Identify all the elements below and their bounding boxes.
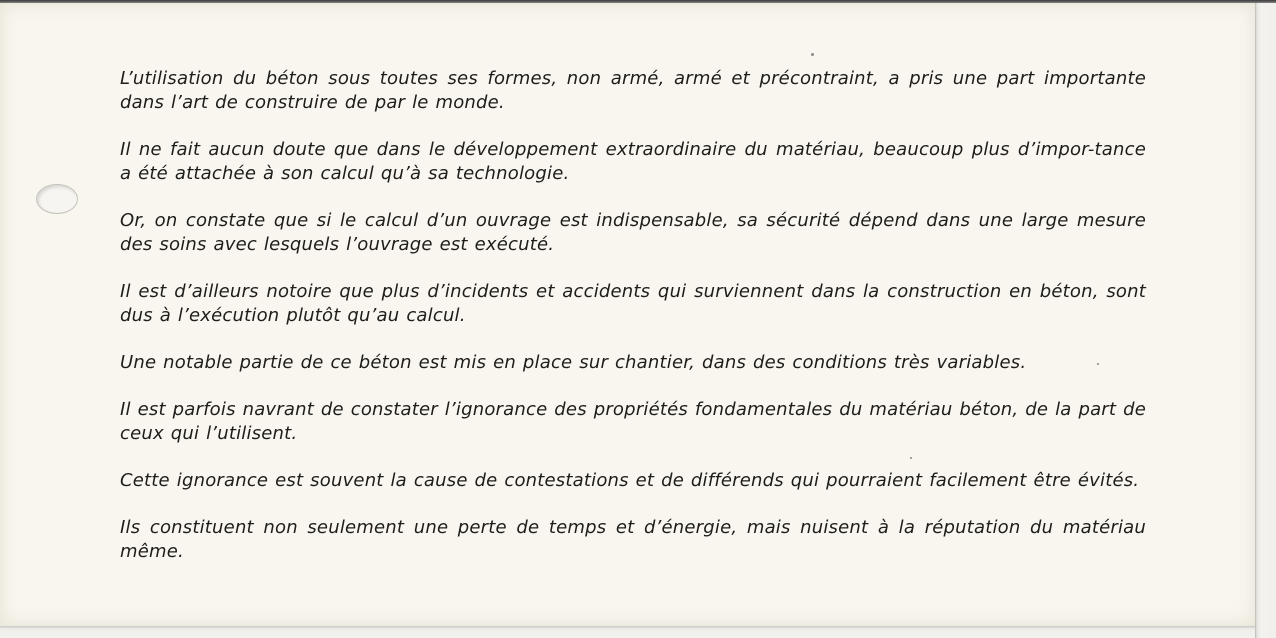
scanned-page <box>0 3 1255 626</box>
paper-speck <box>1097 363 1099 365</box>
paragraph-2: Il ne fait aucun doute que dans le développement extraordinaire du matériau, beaucoup plus d’impor-tance a été attachée à son calcul qu’à sa technologie. <box>120 139 1146 184</box>
scan-bottom-margin <box>0 626 1255 638</box>
paragraph-1: L’utilisation du béton sous toutes ses formes, non armé, armé et précontraint, a pris une part importante dans l’art de construire de par le monde. <box>120 68 1146 113</box>
paragraph-7: Cette ignorance est souvent la cause de contestations et de différends qui pourraient facilement être évités. <box>120 470 1140 491</box>
paragraph-3: Or, on constate que si le calcul d’un ouvrage est indispensable, sa sécurité dépend dans une large mesure des soins avec lesquels l’ouvrage est exécuté. <box>120 210 1146 255</box>
paragraph-6: Il est parfois navrant de constater l’ignorance des propriétés fondamentales du matériau béton, de la part de ceux qui l’utilisent. <box>120 399 1146 444</box>
paper-speck <box>811 53 814 56</box>
scan-right-margin <box>1255 3 1276 638</box>
paragraph-5: Une notable partie de ce béton est mis en place sur chantier, dans des conditions très variables. <box>120 352 1027 373</box>
body-text <box>120 67 1146 587</box>
paragraph-4: Il est d’ailleurs notoire que plus d’incidents et accidents qui surviennent dans la construction en béton, sont dus à l’exécution plutôt qu’au calcul. <box>120 281 1146 326</box>
punch-hole <box>36 184 78 214</box>
paragraph-8: Ils constituent non seulement une perte de temps et d’énergie, mais nuisent à la réputation du matériau même. <box>120 517 1146 562</box>
paper-speck <box>910 457 912 459</box>
